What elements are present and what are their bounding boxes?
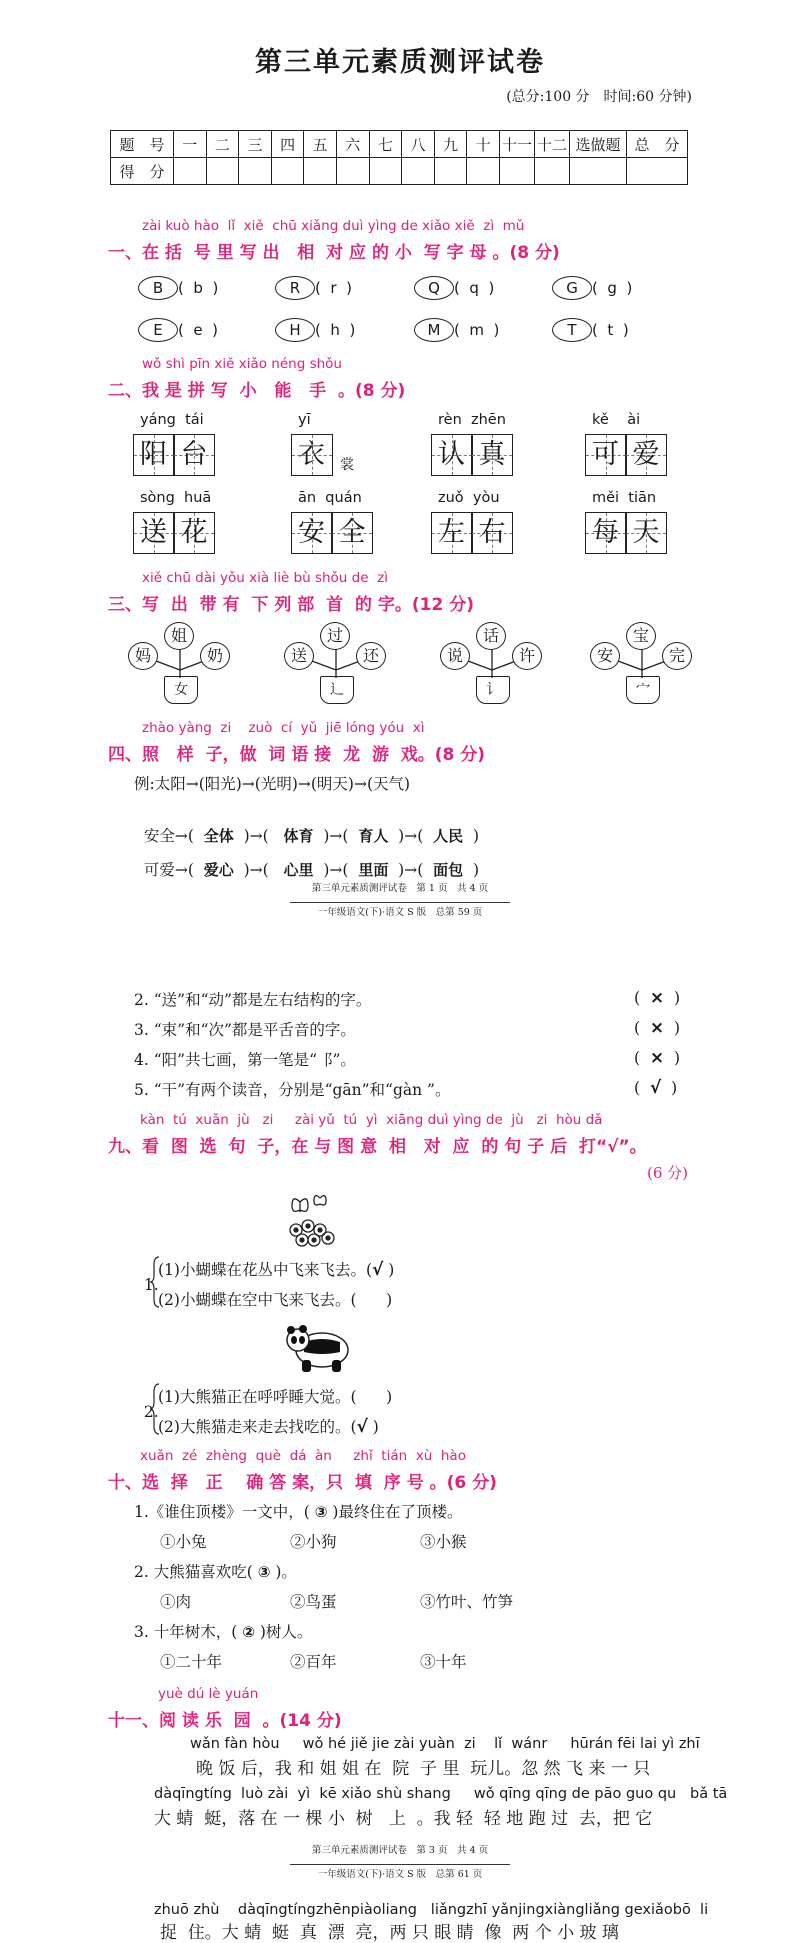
score-blank-cell: [336, 158, 369, 185]
grid-cell: [625, 434, 667, 476]
answer-option: ①二十年: [160, 1653, 223, 1671]
grid-cell: [625, 512, 667, 554]
word-pinyin: sòng huā: [140, 490, 212, 506]
grid-cell: [133, 512, 175, 554]
score-header-label: 题 号: [111, 131, 174, 158]
chain-answer: 育人: [358, 827, 389, 845]
q9-title: 九、看 图 选 句 子，在 与 图 意 相 对 应 的 句 子 后 打“√”。: [108, 1137, 647, 1157]
written-character: 爱: [632, 439, 660, 470]
score-blank-cell: [535, 158, 570, 185]
grid-cell: [471, 434, 513, 476]
score-blank-cell: [271, 158, 304, 185]
answer-option: ③竹叶、竹笋: [420, 1593, 514, 1611]
q4-example: 例:太阳→(阳光)→(光明)→(明天)→(天气): [134, 775, 411, 793]
score-table: [110, 130, 688, 185]
grid-cell: [585, 512, 627, 554]
paren: (: [592, 279, 608, 297]
word-pinyin: rèn zhēn: [438, 412, 506, 428]
score-header-cell: 十一: [500, 131, 535, 158]
score-header-cell: 选做题: [570, 131, 627, 158]
radical-tree: [588, 620, 698, 710]
radical-tree: [126, 620, 236, 710]
paren: (: [178, 279, 194, 297]
footer-divider: [290, 1864, 510, 1865]
q9-score: (6 分): [646, 1164, 688, 1182]
written-character: 衣: [298, 439, 325, 470]
q9-g1-option-1: (1)小蝴蝶在花丛中飞来飞去。(√ ): [158, 1260, 395, 1280]
written-character: 左: [438, 517, 465, 548]
uppercase-letter: B: [138, 276, 178, 300]
tian-zi-ge: [586, 512, 667, 554]
paren: (: [454, 321, 470, 339]
answer-option: ③十年: [420, 1653, 467, 1671]
question-line: [134, 1500, 462, 1522]
q4-chain-start: 可爱→(: [143, 861, 194, 879]
uppercase-letter: E: [138, 318, 178, 342]
letter-pair: [275, 318, 355, 342]
tree-left-character: 送: [284, 642, 314, 670]
written-character: 花: [180, 517, 208, 548]
tian-zi-ge: [432, 512, 513, 554]
score-header-cell: 七: [369, 131, 402, 158]
tree-right-character: 奶: [200, 642, 230, 670]
tree-top-character: 宝: [626, 622, 656, 650]
tree-left-character: 妈: [128, 642, 158, 670]
cross-mark: ×: [649, 1048, 665, 1068]
score-header-cell: 十二: [535, 131, 570, 158]
answer-option: ①肉: [160, 1593, 192, 1611]
footer-line-1: 第三单元素质测评试卷 第 3 页 共 4 页: [311, 1845, 489, 1856]
q11-paragraph-pinyin-3: zhuō zhù dàqīngtíngzhēnpiàoliang liǎngzhī yǎnjingxiàngliǎng gexiǎobō li: [154, 1902, 709, 1918]
tree-right-character: 许: [512, 642, 542, 670]
answer-option: ②百年: [290, 1653, 337, 1671]
word-pinyin: yáng tái: [140, 412, 204, 428]
written-character: 真: [478, 439, 506, 470]
tian-zi-ge: [432, 434, 513, 476]
q9-group-number: 2.: [143, 1403, 159, 1421]
panda-image: [282, 1320, 352, 1376]
word-pinyin: ān quán: [298, 490, 362, 506]
score-header-cell: 总 分: [627, 131, 688, 158]
paren: ): [484, 321, 500, 339]
chain-answer: 体育: [283, 827, 314, 845]
lowercase-answer: m: [469, 321, 485, 339]
lowercase-answer: q: [469, 279, 479, 297]
written-character: 台: [180, 439, 208, 470]
lowercase-answer: r: [330, 279, 337, 297]
q3-title: 三、写 出 带 有 下 列 部 首 的 字。(12 分): [108, 595, 474, 615]
tree-top-character: 姐: [164, 622, 194, 650]
score-header-cell: 五: [304, 131, 337, 158]
letter-pair: [552, 276, 632, 300]
grid-cell: [471, 512, 513, 554]
grid-cell: [585, 434, 627, 476]
option-text: (1)小蝴蝶在花丛中飞来飞去。(: [158, 1261, 373, 1279]
question-line: [134, 1620, 312, 1642]
footer-line-1: 第三单元素质测评试卷 第 1 页 共 4 页: [311, 883, 489, 894]
lowercase-answer: e: [193, 321, 203, 339]
judgement-answer-box: ( √ ): [634, 1078, 678, 1098]
chain-answer: 里面: [358, 861, 389, 879]
judgement-answer-box: ( × ): [634, 1018, 681, 1038]
page-footer-1: [0, 883, 800, 919]
q4-chain-start: 安全→(: [143, 827, 194, 845]
tian-zi-ge: [292, 434, 333, 476]
paren: (: [315, 321, 331, 339]
q9-g2-option-1: (1)大熊猫正在呼呼睡大觉。( ): [158, 1388, 393, 1406]
score-header-cell: 一: [174, 131, 207, 158]
q2-title: 二、我 是 拼 写 小 能 手 。(8 分): [108, 381, 406, 401]
footer-line-2: 一年级语文(下)·语文 S 版 总第 59 页: [317, 907, 483, 918]
paren: ): [339, 321, 356, 339]
score-header-cell: 四: [271, 131, 304, 158]
question-text: 3. 十年树木，(: [134, 1623, 238, 1641]
uppercase-letter: G: [552, 276, 592, 300]
letter-pair: [275, 276, 352, 300]
tree-right-character: 还: [356, 642, 386, 670]
question-text-end: )树人。: [259, 1623, 313, 1641]
grid-cell: [291, 434, 333, 476]
butterfly-flowers-image: [280, 1192, 350, 1252]
letter-pair: [414, 318, 499, 342]
chain-answer: 全体: [203, 827, 234, 845]
tree-top-character: 话: [476, 622, 506, 650]
question-text-end: )最终住在了顶楼。: [332, 1503, 463, 1521]
paren: ): [202, 279, 219, 297]
word-pinyin: kě ài: [592, 412, 641, 428]
paren: (: [315, 279, 331, 297]
score-blank-cell: [570, 158, 627, 185]
judgement-statement: 5. “干”有两个读音，分别是“gān”和“gàn ”。: [134, 1081, 451, 1099]
paren: ): [202, 321, 219, 339]
score-header-cell: 六: [336, 131, 369, 158]
q4-title: 四、照 样 子，做 词 语 接 龙 游 戏。(8 分): [108, 745, 486, 765]
uppercase-letter: Q: [414, 276, 454, 300]
judgement-statement: 3. “束”和“次”都是平舌音的字。: [134, 1021, 356, 1039]
written-character: 可: [592, 439, 619, 470]
grid-cell: [173, 512, 215, 554]
q9-pinyin: kàn tú xuǎn jù zi zài yǔ tú yì xiāng duì yìng de jù zi hòu dǎ: [140, 1112, 603, 1128]
uppercase-letter: H: [275, 318, 315, 342]
tree-left-character: 说: [440, 642, 470, 670]
paren: ): [336, 279, 352, 297]
q11-paragraph-pinyin-2: dàqīngtíng luò zài yì kē xiǎo shù shang wǒ qīng qīng de pāo guo qu bǎ tā: [154, 1786, 728, 1802]
score-table-score-row: [111, 158, 688, 185]
judgement-answer-box: ( × ): [634, 988, 681, 1008]
answer-option: ①小兔: [160, 1533, 207, 1551]
grid-cell: [133, 434, 175, 476]
paren: ): [616, 279, 633, 297]
letter-pair: [138, 318, 218, 342]
letter-pair: [414, 276, 494, 300]
q4-chain-row-2: 可爱→( 爱心 )→( 心里 )→( 里面 )→( 面包 ): [143, 861, 480, 879]
question-text-end: )。: [275, 1563, 297, 1581]
word-pinyin: zuǒ yòu: [438, 490, 500, 506]
q11-paragraph-line-3: 捉 住。大 蜻 蜓 真 漂 亮，两 只 眼 睛 像 两 个 小 玻 璃: [160, 1923, 619, 1943]
check-mark: √: [372, 1260, 384, 1280]
option-text: (2)小蝴蝶在空中飞来飞去。(: [158, 1291, 357, 1309]
radical-pot: 宀: [626, 676, 660, 704]
score-header-cell: 三: [239, 131, 272, 158]
q11-pinyin: yuè dú lè yuán: [158, 1686, 259, 1702]
tian-zi-ge: [586, 434, 667, 476]
written-character: 右: [478, 517, 506, 548]
grid-cell: [431, 434, 473, 476]
cross-mark: ×: [649, 1018, 665, 1038]
judgement-statement: 2. “送”和“动”都是左右结构的字。: [134, 991, 372, 1009]
radical-tree: [282, 620, 392, 710]
letter-pair: [552, 318, 629, 342]
page-title: 第三单元素质测评试卷: [255, 47, 545, 78]
radical-pot: 讠: [476, 676, 510, 704]
chain-answer: 爱心: [203, 861, 234, 879]
q11-paragraph-line-2: 大 蜻 蜓，落 在 一 棵 小 树 上 。我 轻 轻 地 跑 过 去，把 它: [154, 1809, 653, 1829]
chain-answer: 面包: [433, 861, 464, 879]
footer-divider: [290, 902, 510, 903]
printed-character: 裳: [340, 457, 354, 473]
grid-cell: [291, 512, 333, 554]
written-character: 全: [338, 517, 366, 548]
written-character: 每: [592, 517, 619, 548]
grid-cell: [431, 512, 473, 554]
answer-option: ②小狗: [290, 1533, 337, 1551]
paren: ): [613, 321, 629, 339]
option-text: (1)大熊猫正在呼呼睡大觉。(: [158, 1388, 357, 1406]
paren: (: [178, 321, 194, 339]
answer-choice: ③: [257, 1563, 271, 1581]
check-mark: √: [649, 1078, 662, 1098]
answer-option: ②鸟蛋: [290, 1593, 337, 1611]
page-footer-3: [0, 1845, 800, 1881]
radical-pot: 女: [164, 676, 198, 704]
score-blank-cell: [239, 158, 272, 185]
score-table-header-row: [111, 131, 688, 158]
lowercase-answer: b: [193, 279, 203, 297]
paren: (: [592, 321, 608, 339]
q2-pinyin: wǒ shì pīn xiě xiǎo néng shǒu: [142, 356, 342, 372]
score-header-cell: 十: [467, 131, 500, 158]
tree-left-character: 安: [590, 642, 620, 670]
answer-option: ③小猴: [420, 1533, 467, 1551]
letter-pair: [138, 276, 218, 300]
written-character: 认: [438, 439, 465, 470]
q10-pinyin: xuǎn zé zhèng què dá àn zhǐ tián xù hào: [140, 1448, 466, 1464]
score-blank-cell: [434, 158, 467, 185]
radical-tree: [438, 620, 548, 710]
q11-title: 十一、阅 读 乐 园 。(14 分): [108, 1711, 342, 1731]
written-character: 阳: [140, 439, 167, 470]
score-blank-cell: [174, 158, 207, 185]
word-pinyin: měi tiān: [592, 490, 657, 506]
score-header-cell: 八: [402, 131, 435, 158]
judgement-answer-box: ( × ): [634, 1048, 681, 1068]
q4-pinyin: zhào yàng zi zuò cí yǔ jiē lóng yóu xì: [142, 720, 425, 736]
paren: ): [478, 279, 495, 297]
score-blank-cell: [402, 158, 435, 185]
q1-pinyin: zài kuò hào lǐ xiě chū xiǎng duì yìng de xiǎo xiě zì mǔ: [142, 218, 525, 234]
score-row-label: 得 分: [111, 158, 174, 185]
tian-zi-ge: [134, 512, 215, 554]
q10-title: 十、选 择 正 确 答 案，只 填 序 号 。(6 分): [108, 1473, 497, 1493]
judgement-statement: 4. “阳”共七画，第一笔是“⻏”。: [134, 1051, 356, 1069]
uppercase-letter: M: [414, 318, 454, 342]
grid-cell: [173, 434, 215, 476]
q4-chain-row-1: 安全→( 全体 )→( 体育 )→( 育人 )→( 人民 ): [143, 827, 480, 845]
word-pinyin: yī: [298, 412, 311, 428]
question-text: 2. 大熊猫喜欢吃(: [134, 1563, 253, 1581]
q11-paragraph-pinyin-1: wǎn fàn hòu wǒ hé jiě jie zài yuàn zi lǐ wánr hūrán fēi lai yì zhī: [190, 1736, 700, 1752]
lowercase-answer: h: [330, 321, 340, 339]
tree-top-character: 过: [320, 622, 350, 650]
score-blank-cell: [627, 158, 688, 185]
option-text: (2)大熊猫走来走去找吃的。(: [158, 1418, 357, 1436]
paren: (: [454, 279, 470, 297]
exam-info: (总分:100 分 时间:60 分钟): [506, 89, 692, 105]
tian-zi-ge: [292, 512, 373, 554]
cross-mark: ×: [649, 988, 665, 1008]
q1-title: 一、在 括 号 里 写 出 相 对 应 的 小 写 字 母 。(8 分): [108, 243, 560, 263]
question-line: [134, 1560, 297, 1582]
answer-choice: ②: [242, 1623, 255, 1641]
score-blank-cell: [467, 158, 500, 185]
score-blank-cell: [369, 158, 402, 185]
tree-right-character: 完: [662, 642, 692, 670]
score-blank-cell: [500, 158, 535, 185]
lowercase-answer: t: [607, 321, 614, 339]
lowercase-answer: g: [607, 279, 617, 297]
uppercase-letter: R: [275, 276, 315, 300]
written-character: 安: [298, 517, 325, 548]
check-mark: √: [356, 1417, 368, 1437]
grid-cell: [331, 512, 373, 554]
chain-answer: 心里: [283, 861, 314, 879]
written-character: 送: [140, 517, 167, 548]
answer-choice: ③: [314, 1503, 328, 1521]
written-character: 天: [632, 517, 660, 548]
q9-group-number: 1.: [143, 1276, 159, 1294]
q9-g2-option-2: (2)大熊猫走来走去找吃的。(√ ): [158, 1417, 379, 1437]
q11-paragraph-line-1: 晚 饭 后，我 和 姐 姐 在 院 子 里 玩儿。忽 然 飞 来 一 只: [196, 1759, 651, 1779]
score-header-cell: 二: [206, 131, 239, 158]
question-text: 1.《谁住顶楼》一文中，(: [134, 1503, 310, 1521]
tian-zi-ge: [134, 434, 215, 476]
score-header-cell: 九: [434, 131, 467, 158]
footer-line-2: 一年级语文(下)·语文 S 版 总第 61 页: [317, 1869, 483, 1880]
chain-answer: 人民: [433, 827, 464, 845]
uppercase-letter: T: [552, 318, 592, 342]
score-blank-cell: [206, 158, 239, 185]
q9-g1-option-2: (2)小蝴蝶在空中飞来飞去。( ): [158, 1291, 393, 1309]
q3-pinyin: xiě chū dài yǒu xià liè bù shǒu de zì: [142, 570, 388, 586]
radical-pot: 辶: [320, 676, 354, 704]
score-blank-cell: [304, 158, 337, 185]
